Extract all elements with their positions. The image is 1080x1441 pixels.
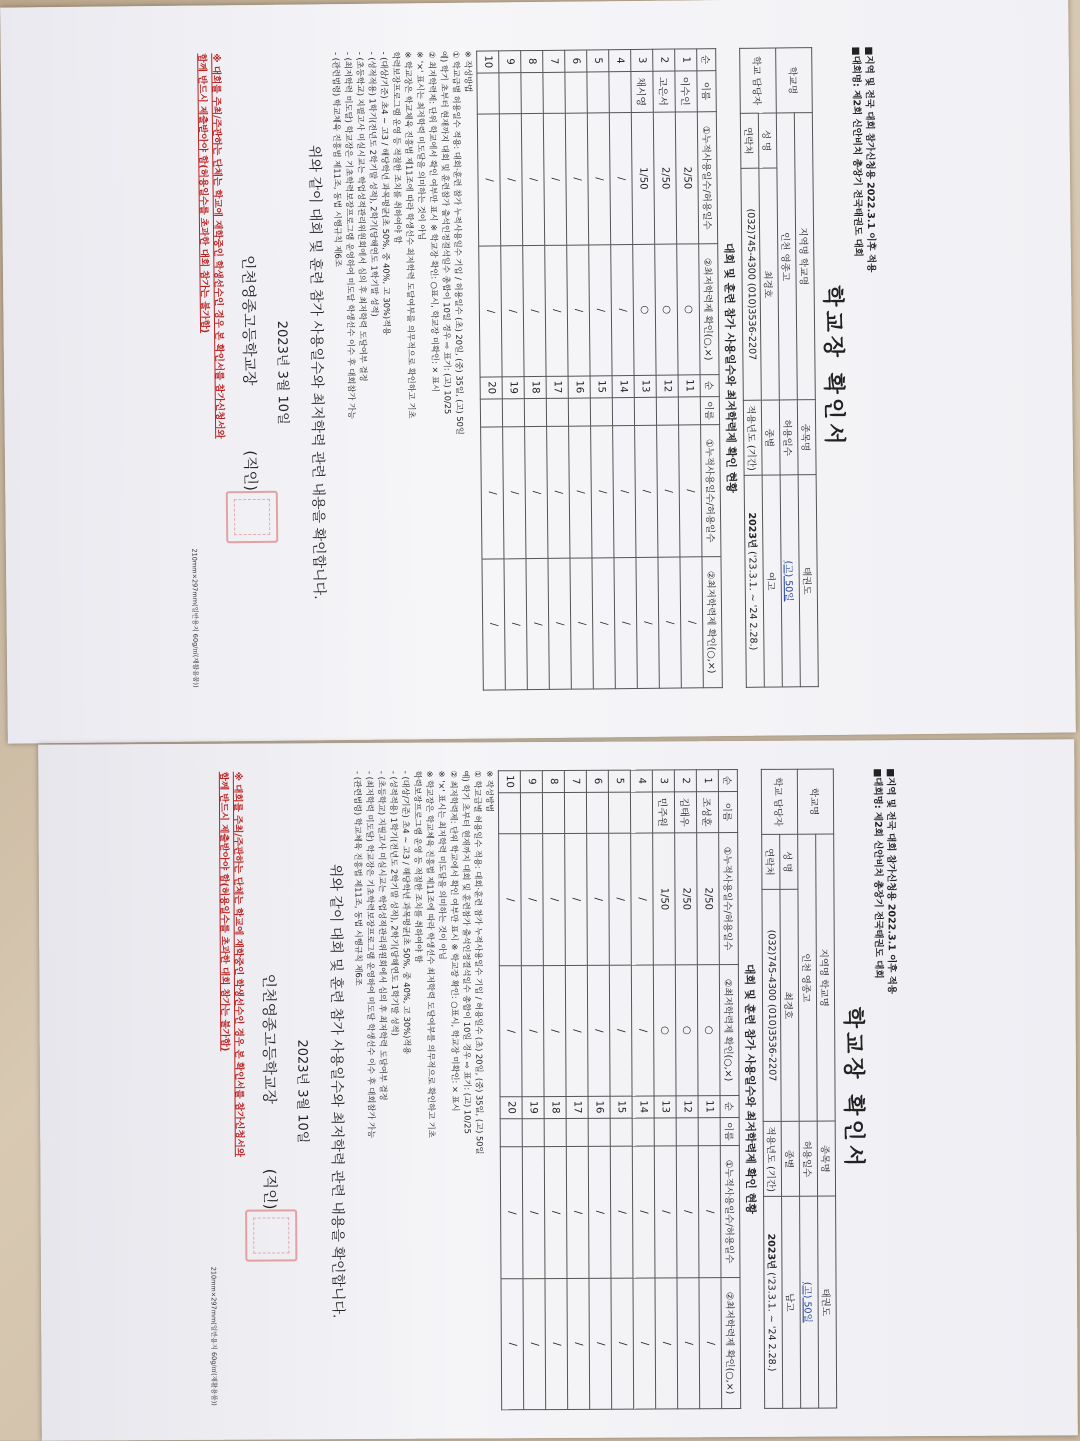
note-line: ② 최저학력제: 단위 학교에서 확인 여부만 표시 ※ 학교장 확인: ○표시, 학교장 미확인: × 표시 — [448, 770, 461, 1112]
warning-line-2: 함께 반드시 제출받아야 함(허용일수를 초과한 대회 참가는 불가함) — [217, 771, 231, 1052]
table-cell — [544, 1118, 566, 1147]
attendance-rows — [477, 49, 704, 690]
table-cell — [543, 72, 565, 114]
table-cell: 3 — [631, 49, 653, 71]
document-title: 학교장 확인서 — [819, 285, 847, 449]
table-cell: / — [477, 114, 500, 246]
document-content — [190, 46, 882, 693]
table-cell: / — [587, 833, 610, 965]
table-cell: 2/50 — [653, 112, 676, 244]
table-cell: / — [499, 114, 522, 246]
table-cell: ○ — [697, 965, 720, 1096]
document-sheet-bottom — [38, 739, 1078, 1440]
table-row — [652, 770, 677, 1409]
column-header: 이름 — [700, 396, 719, 425]
period-range: ('23.3.1. ~ '24 2.28.) — [746, 551, 759, 651]
period-year: 2023년 — [765, 1233, 777, 1270]
table-cell: / — [566, 1146, 589, 1278]
table-cell — [542, 792, 564, 833]
name-label: 성 명 — [758, 113, 777, 168]
table-cell: / — [543, 113, 566, 245]
table-cell: 16 — [568, 376, 590, 398]
table-cell: / — [636, 557, 659, 688]
table-row — [564, 770, 589, 1409]
table-cell: 20 — [500, 1097, 522, 1119]
contact-label: 연락처 — [762, 834, 780, 889]
table-row — [542, 770, 567, 1409]
table-cell: / — [676, 1146, 699, 1278]
table-cell: 2 — [653, 49, 675, 71]
table-cell: 1/50 — [653, 833, 676, 965]
table-row — [630, 770, 655, 1409]
table-cell: 19 — [502, 377, 524, 399]
table-cell: 13 — [654, 1096, 676, 1118]
table-cell: / — [545, 245, 568, 376]
table-cell: 12 — [656, 375, 678, 397]
principal-signature: 인천영종고등학교장 — [239, 254, 259, 386]
info-table — [739, 47, 819, 688]
table-cell: / — [545, 1279, 568, 1410]
table-cell: 16 — [588, 1096, 610, 1118]
table-cell — [632, 1118, 654, 1147]
allowed-value: (고) 50일 — [800, 1196, 819, 1408]
table-cell: 10 — [477, 51, 499, 73]
table-row — [696, 770, 721, 1409]
table-cell: / — [569, 426, 592, 558]
contact-value: (032)745-4300 (010)3536-2207 — [762, 889, 781, 1121]
note-line: - (성적적용) 1학기(전년도 2학기말 성적), 2학기(당해연도 1학기말 성적) — [388, 770, 401, 1036]
column-header: ②최저학력제 확인(○,×) — [719, 965, 739, 1096]
table-cell — [568, 397, 590, 426]
table-cell: / — [677, 1278, 700, 1409]
table-cell — [678, 396, 700, 425]
table-cell: / — [503, 427, 526, 559]
table-cell: / — [522, 1147, 545, 1279]
table-cell: / — [633, 1278, 656, 1409]
table-cell: / — [499, 834, 522, 966]
issue-date: 2023년 3월 10일 — [294, 1039, 310, 1144]
table-cell: 17 — [566, 1096, 588, 1118]
red-stamp — [245, 1209, 297, 1261]
table-cell — [587, 71, 609, 113]
note-line: - (관련법령) 학교체육 진흥법 제11조, 동법 시행규칙 제6조 — [331, 52, 344, 267]
attendance-rows — [498, 770, 721, 1410]
seal-mark: (직인) — [260, 1168, 280, 1210]
table-cell: 민주원 — [652, 791, 674, 832]
note-line: - (대상/기준) 초4 ~ 고3 / 해당학년 과목평균(초 50%, 중 40%, 고 30%)적용 — [400, 770, 413, 1055]
column-header: ①누적사용일수/허용일수 — [701, 425, 721, 557]
red-stamp — [226, 491, 279, 544]
signature-line — [258, 771, 282, 1411]
table-cell: 14 — [612, 375, 634, 397]
table-cell: 8 — [542, 770, 564, 792]
note-line: 예) 학기 초부터 현재까지 대회 및 훈련참가 출석인정결석일수 총합이 10일 경우 ⇨ 표기: (고) 10/25 — [439, 50, 453, 415]
table-cell: 18 — [524, 376, 546, 398]
table-cell: / — [547, 426, 570, 558]
table-cell: / — [698, 1146, 721, 1278]
table-cell: / — [526, 558, 549, 689]
note-line: 예) 학기 초부터 현재까지 대회 및 훈련참가 출석인정결석일수 총합이 10일 경우 ⇨ 표기: (고) 10/25 — [460, 770, 473, 1134]
table-cell: / — [654, 1146, 677, 1278]
table-cell: / — [521, 966, 544, 1097]
note-line: - (대상/기준) 초4 ~ 고3 / 해당학년 과목평균(초 50%, 중 40%, 고 30%)적용 — [379, 51, 393, 336]
school-label: 학교명 — [776, 48, 813, 113]
table-cell: / — [635, 425, 658, 557]
table-cell — [609, 71, 631, 113]
table-cell: 12 — [676, 1096, 698, 1118]
table-cell — [499, 72, 521, 114]
table-cell: 2/50 — [675, 833, 698, 965]
allowed-value: (고) 50일 — [780, 475, 800, 687]
table-cell: ○ — [655, 244, 678, 375]
table-cell: 7 — [543, 50, 565, 72]
table-cell: 5 — [608, 770, 630, 792]
table-cell: / — [657, 425, 680, 557]
manager-label: 학교 담당자 — [761, 769, 797, 834]
table-cell: / — [501, 246, 524, 377]
gender-label: 종별 — [781, 1121, 799, 1196]
name-label: 성 명 — [780, 834, 798, 889]
gender-value: 여고 — [762, 475, 782, 687]
table-cell: 8 — [521, 50, 543, 72]
table-cell — [630, 792, 652, 833]
period-label: 적용년도 (기간) — [763, 1122, 781, 1197]
table-cell: / — [521, 113, 544, 245]
header-line-1: ■지역 및 전국 대회 참가신청용 2022.3.1 이후 적용 — [884, 768, 898, 995]
table-cell: / — [565, 113, 588, 245]
table-cell: 20 — [480, 377, 502, 399]
issue-date: 2023년 3월 10일 — [273, 320, 291, 425]
table-cell: 조성훈 — [696, 791, 718, 832]
seal-mark: (직인) — [241, 450, 260, 492]
column-header: 순 — [720, 1095, 739, 1117]
table-cell: / — [543, 966, 566, 1097]
table-cell: / — [613, 425, 636, 557]
table-cell: 고은서 — [653, 71, 675, 113]
period-year: 2023년 — [746, 512, 758, 549]
table-cell: ○ — [675, 965, 698, 1096]
note-line: - (초등학교) 지필고사 미실시교는 학업성적관리위원회에서 심의 후 최저학력 도달여부 결정 — [376, 770, 389, 1101]
column-header: 순 — [700, 375, 719, 397]
note-line: ※ '×' 표시는 최저학력 미도달을 의미하는 것이 아님 — [436, 770, 448, 960]
table-cell: ○ — [653, 965, 676, 1096]
note-line: ※ 학교장은 학교체육 진흥법 제11조에 따라 학생선수 최저학력 도달여부를 의무적으로 확인하고 기초 — [403, 51, 418, 419]
note-line: ② 최저학력제: 단위 학교에서 확인 여부만 표시 ※ 학교장 확인: ○표시, 학교장 미확인: × 표시 — [427, 51, 441, 393]
table-cell — [564, 792, 586, 833]
header-line-2: ■대회명: 제2회 신안비치 총장기 전국태권도 대회 — [850, 46, 864, 257]
table-cell: 1/50 — [631, 112, 654, 244]
table-cell: 15 — [590, 376, 612, 398]
sport-label: 종목명 — [797, 400, 816, 475]
signature-line — [236, 53, 264, 693]
table-cell: 19 — [522, 1097, 544, 1119]
table-cell: 이수인 — [675, 70, 697, 112]
school-value: 인천 영종고 — [776, 113, 797, 400]
table-cell: / — [499, 966, 522, 1097]
confirm-statement: 위와 같이 대회 및 훈련 참가 사용일수와 최저학력 관련 내용을 확인합니다. — [327, 863, 346, 1319]
paper-size-label: 210mm×297mm(일반용지 60g/㎡(재활용품)) — [209, 1266, 219, 1406]
column-header: 이름 — [697, 70, 716, 112]
table-cell: 11 — [678, 375, 700, 397]
table-cell: / — [587, 965, 610, 1096]
table-cell: / — [699, 1278, 722, 1409]
contact-value: (032)745-4300 (010)3536-2207 — [741, 168, 761, 400]
sport-label: 종목명 — [817, 1121, 835, 1196]
table-cell: 9 — [499, 51, 521, 73]
note-line: - (성적적용) 1학기(전년도 2학기말 성적), 2학기(당해연도 1학기말 성적) — [367, 51, 380, 317]
table-cell — [565, 72, 587, 114]
warning-line-2: 함께 반드시 제출받아야 함(허용일수를 초과한 대회 참가는 불가함) — [196, 53, 211, 334]
table-cell: / — [500, 1147, 523, 1279]
table-cell: 11 — [698, 1096, 720, 1118]
warning-line-1: ※ 대회를 주최/주관하는 단체는 학교에 재학중인 학생선수인 경우 본 확인서를 참가신청서와 — [210, 53, 226, 439]
table-cell: / — [482, 559, 505, 690]
column-header: ②최저학력제 확인(○,×) — [721, 1278, 741, 1409]
table-cell — [546, 398, 568, 427]
table-cell — [586, 792, 608, 833]
table-cell: / — [525, 426, 548, 558]
table-cell: / — [589, 245, 612, 376]
table-row — [674, 770, 699, 1409]
table-cell: / — [611, 1278, 634, 1409]
table-cell: 1 — [675, 49, 697, 71]
table-cell — [612, 397, 634, 426]
table-cell — [502, 398, 524, 427]
confirm-statement: 위와 같이 대회 및 훈련 참가 사용일수와 최저학력 관련 내용을 확인합니다. — [306, 144, 327, 600]
gender-value: 남고 — [782, 1196, 801, 1408]
table-cell: / — [609, 112, 632, 244]
allowed-label: 허용일수 — [779, 400, 798, 475]
table-cell: / — [610, 1146, 633, 1278]
table-cell: 9 — [520, 771, 542, 793]
table-cell: / — [567, 245, 590, 376]
school-sub-label: 지역명 학교명 — [816, 834, 836, 1121]
manager-label: 학교 담당자 — [740, 48, 777, 113]
sport-value: 태권도 — [818, 1196, 837, 1408]
note-line: 학력보장프로그램 운영 등 적절한 조치를 취하여야 함 — [412, 770, 424, 963]
table-cell: 김태우 — [674, 791, 696, 832]
table-cell — [590, 397, 612, 426]
table-cell — [656, 397, 678, 426]
table-cell: / — [567, 1278, 590, 1409]
table-cell — [480, 398, 502, 427]
table-cell: / — [632, 1146, 655, 1278]
column-header: 순 — [718, 770, 737, 792]
header-line-1: ■지역 및 전국 대회 참가신청용 2022.3.1 이후 적용 — [863, 46, 877, 273]
table-cell: / — [501, 1279, 524, 1410]
contact-label: 연락처 — [740, 113, 759, 168]
table-cell: 5 — [587, 50, 609, 72]
table-cell: 18 — [544, 1096, 566, 1118]
table-cell: / — [588, 1146, 611, 1278]
table-cell: / — [609, 965, 632, 1096]
table-cell: 17 — [546, 376, 568, 398]
table-cell — [588, 1118, 610, 1147]
document-content — [209, 768, 900, 1412]
table-cell — [610, 1118, 632, 1147]
note-line: ※ 학교장은 학교체육 진흥법 제11조에 따라 학생선수 최저학력 도달여부를 의무적으로 확인하고 기초 — [424, 770, 437, 1138]
document-title: 학교장 확인서 — [840, 1006, 866, 1171]
school-value: 인천 영종고 — [798, 834, 818, 1121]
table-cell — [676, 1117, 698, 1146]
school-sub-label: 지역명 학교명 — [794, 113, 815, 400]
table-cell: / — [543, 833, 566, 965]
table-row — [586, 770, 611, 1409]
column-header: ①누적사용일수/허용일수 — [719, 833, 739, 965]
table-cell — [698, 1117, 720, 1146]
column-header: ①누적사용일수/허용일수 — [697, 112, 717, 244]
notes-section — [330, 51, 481, 692]
gender-label: 종별 — [761, 400, 780, 475]
table-cell: 4 — [630, 770, 652, 792]
attendance-table — [498, 769, 741, 1410]
period-label: 적용년도 (기간) — [743, 400, 762, 475]
note-line: ① 학교급별 허용일수 적용: 대회·훈련 참가 누적사용일수 기입 / 허용일수 (초) 20일, (중) 35일, (고) 50일 — [451, 50, 466, 435]
table-cell — [521, 72, 543, 114]
table-cell — [477, 72, 499, 114]
table-cell: ○ — [633, 244, 656, 375]
paper-size-label: 210mm×297mm(일반용지 60g/㎡(재활용품)) — [190, 548, 200, 688]
note-line: - (최저학력 미도달) 학교장은 기초학력보장프로그램 운영하여 미도달 학생선수 이수 후 대회참가 가능 — [364, 770, 377, 1139]
table-cell: / — [658, 557, 681, 688]
table-cell — [498, 792, 520, 833]
info-table — [761, 769, 837, 1409]
table-cell: / — [565, 833, 588, 965]
table-cell: 7 — [564, 770, 586, 792]
table-cell: / — [570, 558, 593, 689]
table-cell: 2 — [674, 770, 696, 792]
table-cell: / — [481, 427, 504, 559]
table-cell — [654, 1117, 676, 1146]
table-cell: / — [544, 1146, 567, 1278]
table-cell — [522, 1118, 544, 1147]
table-cell — [566, 1118, 588, 1147]
table-subtitle: 대회 및 훈련 참가 사용일수와 최저학력제 확인 현황 — [742, 963, 758, 1214]
table-cell: / — [548, 558, 571, 689]
table-cell: 4 — [609, 50, 631, 72]
note-line: ※ 작성방법 — [484, 770, 496, 813]
table-cell: / — [631, 833, 654, 965]
column-header: 이름 — [718, 791, 737, 832]
table-subtitle: 대회 및 훈련 참가 사용일수와 최저학력제 확인 현황 — [722, 242, 738, 494]
table-cell: ○ — [677, 244, 700, 375]
note-line: ※ '×' 표시는 최저학력 미도달을 의미하는 것이 아님 — [415, 51, 428, 241]
table-cell — [520, 792, 542, 833]
table-cell: / — [592, 558, 615, 689]
note-line: - (초등학교) 지필고사 미실시교는 학업성적관리위원회에서 심의 후 최저학력 도달여부 결정 — [355, 51, 369, 382]
header-line-2: ■대회명: 제2회 신안비치 총장기 전국태권도 대회 — [871, 768, 884, 979]
sport-value: 태권도 — [798, 475, 818, 687]
table-cell: 10 — [498, 771, 520, 793]
note-line: 학력보장프로그램 운영 등 적절한 조치를 취하여야 함 — [391, 51, 404, 244]
note-line: ① 학교급별 허용일수 적용: 대회·훈련 참가 누적사용일수 기입 / 허용일수 (초) 20일, (중) 35일, (고) 50일 — [472, 770, 485, 1155]
table-cell — [500, 1118, 522, 1147]
note-line: - (관련법령) 학교체육 진흥법 제11조, 동법 시행규칙 제6조 — [352, 771, 364, 986]
table-row — [520, 771, 545, 1410]
note-line: - (최저학력 미도달) 학교장은 기초학력보장프로그램 운영하여 미도달 학생선수 이수 후 대회참가 가능 — [343, 51, 358, 420]
table-cell: / — [655, 1278, 678, 1409]
principal-signature: 인천영종고등학교장 — [259, 973, 279, 1105]
table-cell: 15 — [610, 1096, 632, 1118]
table-cell: / — [609, 833, 632, 965]
table-cell: / — [587, 113, 610, 245]
table-cell: / — [523, 1279, 546, 1410]
table-cell: / — [589, 1278, 612, 1409]
attendance-table — [476, 48, 723, 690]
table-cell: / — [679, 425, 702, 557]
table-cell: 14 — [632, 1096, 654, 1118]
table-cell: 2/50 — [675, 112, 698, 244]
table-cell: / — [611, 245, 634, 376]
period-value — [764, 1197, 783, 1409]
table-cell: 2/50 — [697, 833, 720, 965]
column-header: ①누적사용일수/허용일수 — [720, 1146, 740, 1278]
table-cell: 3 — [652, 770, 674, 792]
table-cell: 13 — [634, 375, 656, 397]
table-cell: 1 — [696, 770, 718, 792]
table-cell — [524, 398, 546, 427]
notes-section — [352, 770, 499, 1411]
column-header: ②최저학력제 확인(○,×) — [702, 557, 722, 688]
table-cell: / — [614, 558, 637, 689]
table-cell: / — [521, 834, 544, 966]
column-header: ②최저학력제 확인(○,×) — [699, 244, 719, 375]
school-label: 학교명 — [797, 769, 833, 834]
name-value: 최경호 — [780, 889, 799, 1121]
column-header: 순 — [697, 49, 716, 71]
table-cell: / — [523, 246, 546, 377]
table-cell: 6 — [565, 50, 587, 72]
table-cell: 6 — [586, 770, 608, 792]
table-cell: / — [680, 557, 703, 688]
warning-line-1: ※ 대회를 주최/주관하는 단체는 학교에 재학중인 학생선수인 경우 본 확인서를 참가신청서와 — [231, 771, 245, 1158]
table-cell — [608, 792, 630, 833]
period-value — [744, 475, 764, 687]
table-cell: / — [504, 559, 527, 690]
table-cell: / — [591, 426, 614, 558]
table-row — [498, 771, 523, 1410]
table-cell: / — [565, 965, 588, 1096]
note-line: ※ 작성방법 — [463, 50, 474, 93]
name-value: 최경호 — [759, 168, 779, 400]
table-cell: / — [631, 965, 654, 1096]
table-row — [608, 770, 633, 1409]
attendance-header-row — [718, 770, 740, 1409]
table-cell: / — [479, 246, 502, 377]
table-cell — [634, 397, 656, 426]
table-cell: 채시영 — [631, 71, 653, 113]
column-header: 이름 — [720, 1117, 739, 1146]
allowed-label: 허용일수 — [799, 1121, 817, 1196]
period-range: ('23.3.1. ~ '24 2.28.) — [765, 1272, 778, 1372]
